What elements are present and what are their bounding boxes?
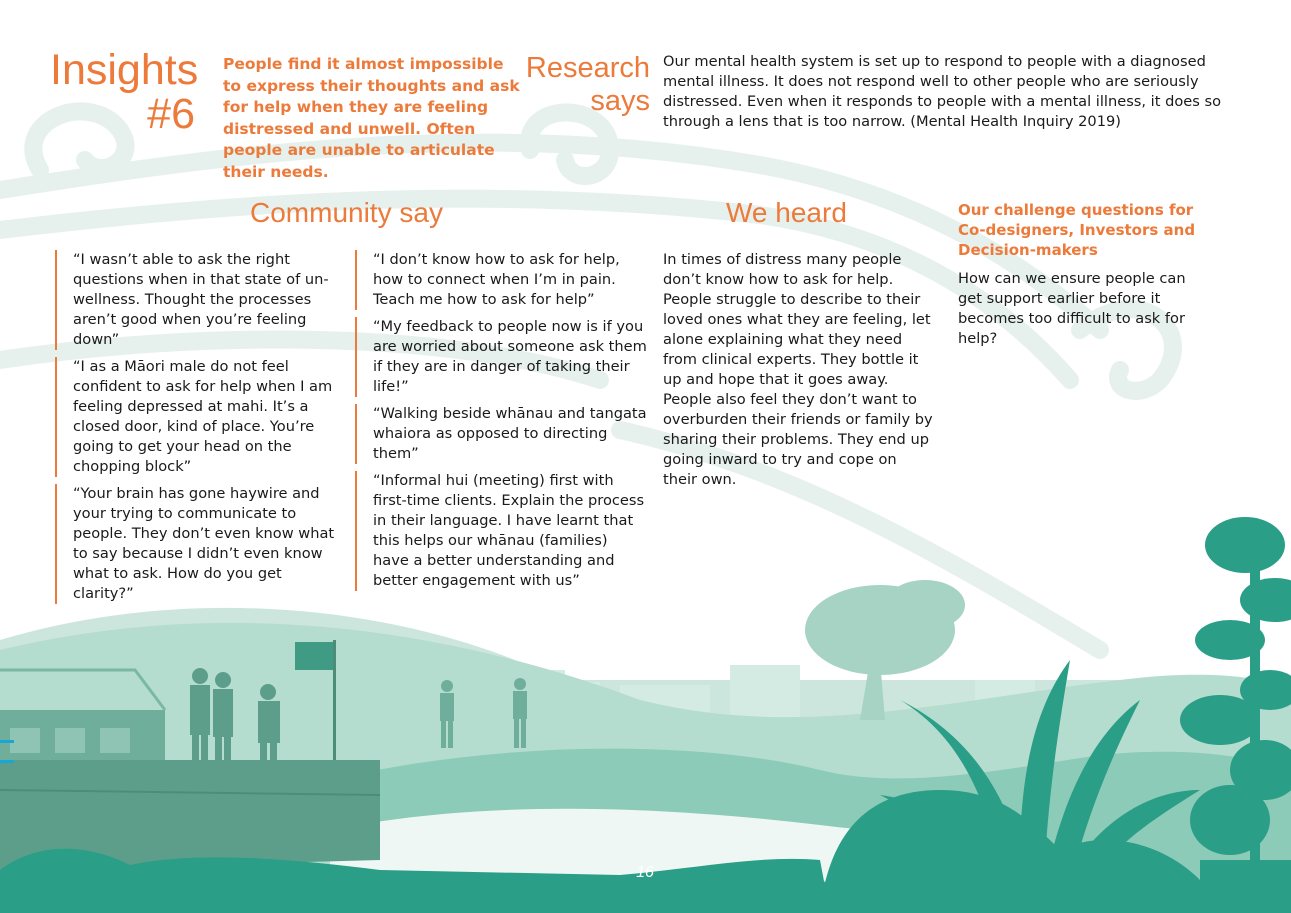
community-quote: “I wasn’t able to ask the right questions when in that state of un-wellness. Thought the processes aren’t good when you’re feeling down” — [55, 250, 345, 350]
community-quote: “Walking beside whānau and tangata whaiora as opposed to directing them” — [355, 404, 647, 464]
insights-title — [50, 46, 199, 138]
challenge-questions-heading: Our challenge questions for Co-designers, Investors and Decision-makers — [958, 201, 1196, 259]
research-text: Our mental health system is set up to respond to people with a diagnosed mental illness. It does not respond well to other people who are seriously distressed. Even when it responds to people with a mental illness, it does so through a lens that is too narrow. (Mental Health Inquiry 2019) — [663, 53, 1222, 130]
community-quote: “I as a Māori male do not feel confident to ask for help when I am feeling depressed at mahi. It’s a closed door, kind of place. You’re going to get your head on the chopping block” — [55, 357, 345, 477]
community-quote: “My feedback to people now is if you are worried about someone ask them if they are in danger of taking their life!” — [355, 317, 647, 397]
page-number: 16 — [636, 864, 654, 881]
quotes-column-right — [355, 250, 647, 598]
research-title — [520, 52, 650, 118]
research-title-line1: Research — [525, 52, 650, 84]
community-quote: “Your brain has gone haywire and your trying to communicate to people. They don’t even know what to say because I didn’t even know what to ask. How do you get clarity?” — [55, 484, 345, 604]
quotes-column-left — [55, 250, 345, 611]
community-quote: “Informal hui (meeting) first with first-time clients. Explain the process in their language. I have learnt that this helps our whānau (families) have a better understanding and better engagement with us” — [355, 471, 647, 591]
insights-title-line1: Insights — [50, 46, 199, 94]
research-title-line2: says — [590, 85, 650, 117]
challenge-question-text: How can we ensure people can get support earlier before it becomes too difficult to ask for help? — [958, 270, 1186, 347]
we-heard-heading: We heard — [726, 197, 847, 228]
we-heard-text: In times of distress many people don’t know how to ask for help. People struggle to describe to their loved ones what they are feeling, let alone explaining what they need from clinical experts. They bottle it up and hope that it goes away. People also feel they don’t want to overburden their friends or family by sharing their problems. They end up going inward to try and cope on their own. — [663, 251, 933, 488]
community-say-heading: Community say — [250, 197, 443, 228]
community-quote: “I don’t know how to ask for help, how to connect when I’m in pain. Teach me how to ask for help” — [355, 250, 647, 310]
insight-statement: People find it almost impossible to express their thoughts and ask for help when they are feeling distressed and unwell. Often people are unable to articulate their needs. — [223, 55, 520, 181]
insights-title-line2: #6 — [147, 90, 195, 138]
